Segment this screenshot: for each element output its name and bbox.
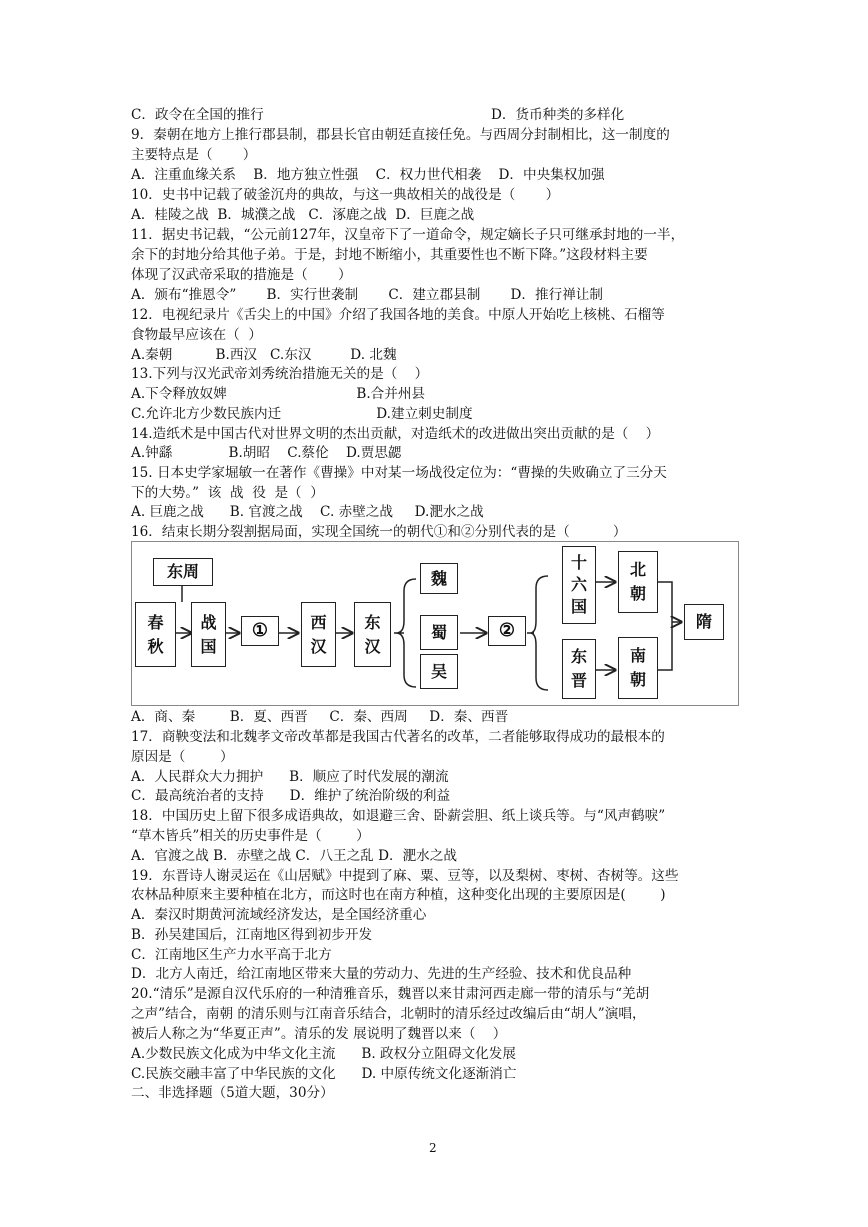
- question-11-options: A．颁布“推恩令” B．实行世袭制 C．建立郡县制 D．推行禅让制: [131, 287, 603, 303]
- page-number: 2: [429, 1141, 437, 1155]
- box-chunqiu: 春 秋: [135, 602, 176, 667]
- question-17-stem-cont: 原因是（ ）: [131, 749, 234, 765]
- box-beichao: 北 朝: [618, 551, 658, 613]
- question-19-option-a: A．秦汉时期黄河流域经济发达，是全国经济重心: [131, 907, 427, 923]
- question-16-stem: 16．结束长期分裂割据局面，实现全国统一的朝代①和②分别代表的是（ ）: [131, 524, 627, 540]
- question-11-stem: 11．据史书记载，“公元前127年，汉皇帝下了一道命令，规定嫡长子只可继承封地的一半，: [131, 227, 685, 243]
- question-19-stem-cont: 农林品种原来主要种植在北方，而这时也在南方种植，这种变化出现的主要原因是( ): [131, 887, 666, 903]
- box-dongjin: 东 晋: [562, 639, 596, 699]
- question-9-options: A．注重血缘关系 B．地方独立性强 C．权力世代相袭 D．中央集权加强: [131, 167, 605, 183]
- question-15-options: A. 巨鹿之战 B. 官渡之战 C. 赤壁之战 D.淝水之战: [131, 504, 484, 520]
- question-19-option-d: D．北方人南迁，给江南地区带来大量的劳动力、先进的生产经验、技术和优良品种: [131, 966, 632, 982]
- box-dynasty-one: ①: [241, 616, 279, 646]
- question-8-option-d: D．货币种类的多样化: [491, 107, 625, 123]
- box-sui: 隋: [684, 604, 724, 640]
- question-17-options-cd: C．最高统治者的支持 D．维护了统治阶级的利益: [131, 788, 451, 804]
- question-20-stem-cont2: 被后人称之为“华夏正声”。清乐的发 展说明了魏晋以来（ ）: [131, 1026, 507, 1042]
- question-8-option-c: C．政令在全国的推行 D．货币种类的多样化: [131, 107, 625, 123]
- question-9-stem: 9．秦朝在地方上推行郡县制，郡县长官由朝廷直接任免。与西周分封制相比，这一制度的: [131, 127, 670, 143]
- box-wu: 吴: [420, 654, 458, 689]
- question-10-options: A．桂陵之战 B．城濮之战 C．涿鹿之战 D．巨鹿之战: [131, 207, 475, 223]
- question-13-options-cd: C.允许北方少数民族内迁 D.建立刺史制度: [131, 406, 473, 422]
- question-17-options-ab: A．人民群众大力拥护 B．顺应了时代发展的潮流: [131, 769, 449, 785]
- box-shu: 蜀: [420, 615, 458, 650]
- box-wei: 魏: [420, 563, 458, 594]
- question-12-stem-cont: 食物最早应该在（ ）: [131, 327, 262, 343]
- question-18-stem: 18．中国历史上留下很多成语典故，如退避三舍、卧薪尝胆、纸上谈兵等。与“风声鹤唳”: [131, 808, 666, 824]
- question-11-stem-cont: 余下的封地分给其他子弟。于是，封地不断缩小，其重要性也不断下降。”这段材料主要: [131, 247, 648, 263]
- question-13-options-ab: A.下令释放奴婢 B.合并州县: [131, 386, 426, 402]
- question-19-option-c: C．江南地区生产力水平高于北方: [131, 947, 332, 963]
- question-20-stem: 20.“清乐”是源自汉代乐府的一种清雅音乐，魏晋以来甘肃河西走廊一带的清乐与“羌胡: [131, 986, 650, 1002]
- question-15-stem: 15. 日本史学家堀敏一在著作《曹操》中对某一场战役定位为：“曹操的失败确立了三分天: [131, 465, 667, 481]
- box-xihan: 西 汉: [301, 602, 336, 667]
- question-12-stem: 12．电视纪录片《舌尖上的中国》介绍了我国各地的美食。中原人开始吃上核桃、石榴等: [131, 307, 665, 323]
- question-12-options: A.秦朝 B.西汉 C.东汉 D. 北魏: [131, 347, 397, 363]
- question-11-stem-cont2: 体现了汉武帝采取的措施是（ ）: [131, 267, 352, 283]
- question-19-stem: 19．东晋诗人谢灵运在《山居赋》中提到了麻、粟、豆等，以及梨树、枣树、杏树等。这些: [131, 868, 679, 884]
- box-shiliuguo: 十 六 国: [562, 546, 596, 624]
- question-20-options-ab: A.少数民族文化成为中华文化主流 B. 政权分立阻碍文化发展: [131, 1046, 516, 1062]
- section-two-heading: 二、非选择题（5道大题，30分）: [131, 1085, 334, 1101]
- question-10-stem: 10．史书中记载了破釜沉舟的典故，与这一典故相关的战役是（ ）: [131, 187, 560, 203]
- box-donghan: 东 汉: [354, 602, 391, 667]
- box-dongzhou: 东周: [153, 558, 213, 586]
- question-9-stem-cont: 主要特点是（ ）: [131, 147, 257, 163]
- question-17-stem: 17．商鞅变法和北魏孝文帝改革都是我国古代著名的改革，二者能够取得成功的最根本的: [131, 729, 665, 745]
- question-19-option-b: B．孙吴建国后，江南地区得到初步开发: [131, 927, 373, 943]
- box-dynasty-two: ②: [488, 616, 526, 646]
- box-zhanguo: 战 国: [191, 602, 226, 667]
- question-15-stem-cont: 下的大势。” 该 战 役 是（ ）: [131, 485, 324, 501]
- question-18-stem-cont: “草木皆兵”相关的历史事件是（ ）: [131, 828, 370, 844]
- question-16-options: A．商、秦 B．夏、西晋 C．秦、西周 D．秦、西晋: [131, 709, 509, 725]
- question-18-options: A．官渡之战 B．赤壁之战 C．八王之乱 D．淝水之战: [131, 848, 457, 864]
- dynasty-flow-diagram: [131, 541, 739, 706]
- box-nanchao: 南 朝: [618, 637, 658, 699]
- question-14-stem: 14.造纸术是中国古代对世界文明的杰出贡献，对造纸术的改进做出突出贡献的是（ ）: [131, 426, 660, 442]
- question-13-stem: 13.下列与汉光武帝刘秀统治措施无关的是（ ）: [131, 366, 429, 382]
- question-20-options-cd: C.民族交融丰富了中华民族的文化 D. 中原传统文化逐渐消亡: [131, 1066, 517, 1082]
- question-14-options: A.钟繇 B.胡昭 C.蔡伦 D.贾思勰: [131, 445, 402, 461]
- question-20-stem-cont: 之声”结合，南朝 的清乐则与江南音乐结合，北朝时的清乐经过改编后由“胡人”演唱，: [131, 1006, 646, 1022]
